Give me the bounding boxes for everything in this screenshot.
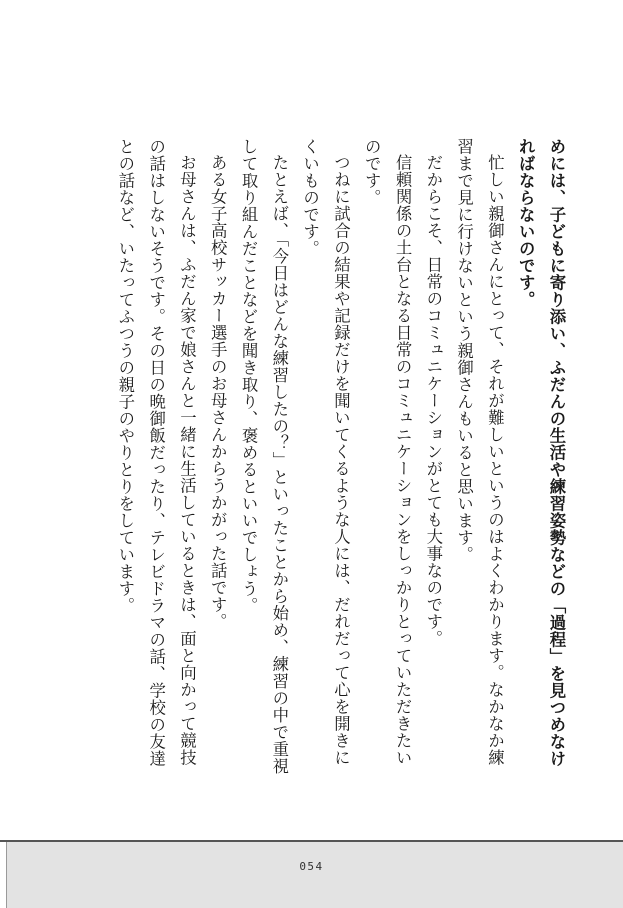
paragraph: お母さんは、ふだん家で娘さんと一緒に生活しているときは、面と向かって競技の話はしないそうです。その日の晩御飯だったり、テレビドラマの話、学校の友達との話など、いたってふつうの親子のやりとりをしています。 — [115, 138, 197, 767]
page-number: 054 — [299, 860, 324, 873]
vertical-body-text — [91, 138, 571, 778]
paragraph-emphasis: めには、子どもに寄り添い、ふだんの生活や練習姿勢などの「過程」を見つめなければならないのです。 — [516, 138, 566, 767]
paragraph: 信頼関係の土台となる日常のコミュニケーションをしっかりとっていただきたいのです。 — [362, 138, 413, 767]
paragraph: ある女子高校サッカー選手のお母さんからうかがった話です。 — [208, 154, 228, 631]
paragraph: つねに試合の結果や記録だけを聞いてくるような人には、だれだって心を開きにくいものです。 — [300, 138, 351, 767]
footer-edge-divider — [0, 842, 7, 908]
paragraph: だからこそ、日常のコミュニケーションがとても大事なのです。 — [423, 154, 443, 648]
paragraph: 忙しい親御さんにとって、それが難しいというのはよくわかります。なかなか練習まで見に行けないという親御さんもいると思います。 — [454, 138, 505, 767]
paragraph: たとえば、「今日はどんな練習したの？」といったことから始め、練習の中で重視して取り組んだことなどを聞き取り、褒めるといいでしょう。 — [239, 138, 289, 776]
page-footer — [0, 840, 623, 908]
